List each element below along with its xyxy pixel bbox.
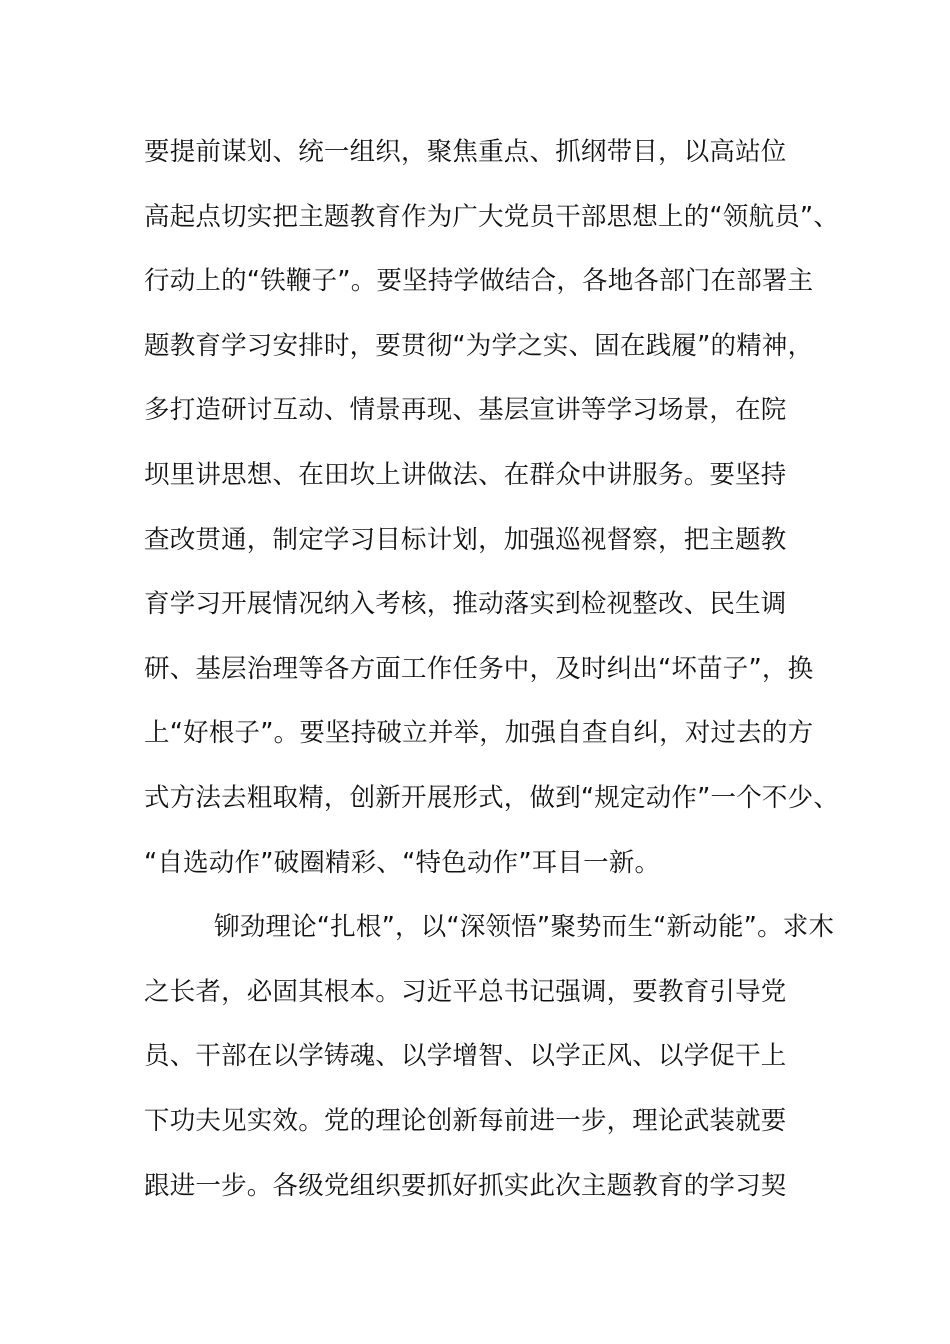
paragraph-first-line: 铆劲理论“扎根”，以“深领悟”聚势而生“新动能”。求木 [214,912,835,943]
text-line: 题教育学习安排时，要贯彻“为学之实、固在践履”的精神， [144,330,814,361]
text-line: 坝里讲思想、在田坎上讲做法、在群众中讲服务。要坚持 [144,459,787,490]
text-line: 要提前谋划、统一组织，聚焦重点、抓纲带目，以高站位 [144,137,787,167]
text-line: 员、干部在以学铸魂、以学增智、以学正风、以学促干上 [144,1041,787,1072]
text-line: 跟进一步。各级党组织要抓好抓实此次主题教育的学习契 [144,1170,787,1201]
text-line: 式方法去粗取精，创新开展形式，做到“规定动作”一个不少、 [144,782,840,813]
text-line: “自选动作”破圈精彩、“特色动作”耳目一新。 [144,847,661,878]
text-line: 研、基层治理等各方面工作任务中，及时纠出“坏苗子”，换 [144,653,814,684]
body-text [144,126,844,1224]
text-line: 下功夫见实效。党的理论创新每前进一步，理论武装就要 [144,1105,787,1136]
text-line: 上“好根子”。要坚持破立并举，加强自查自纠，对过去的方 [144,718,814,749]
text-line: 育学习开展情况纳入考核，推动落实到检视整改、民生调 [144,589,787,620]
text-line: 多打造研讨互动、情景再现、基层宣讲等学习场景，在院 [144,395,787,426]
text-line: 行动上的“铁鞭子”。要坚持学做结合，各地各部门在部署主 [144,266,814,297]
text-line: 之长者，必固其根本。习近平总书记强调，要教育引导党 [144,976,787,1007]
text-line: 高起点切实把主题教育作为广大党员干部思想上的“领航员”、 [144,201,840,232]
text-line: 查改贯通，制定学习目标计划，加强巡视督察，把主题教 [144,524,787,555]
